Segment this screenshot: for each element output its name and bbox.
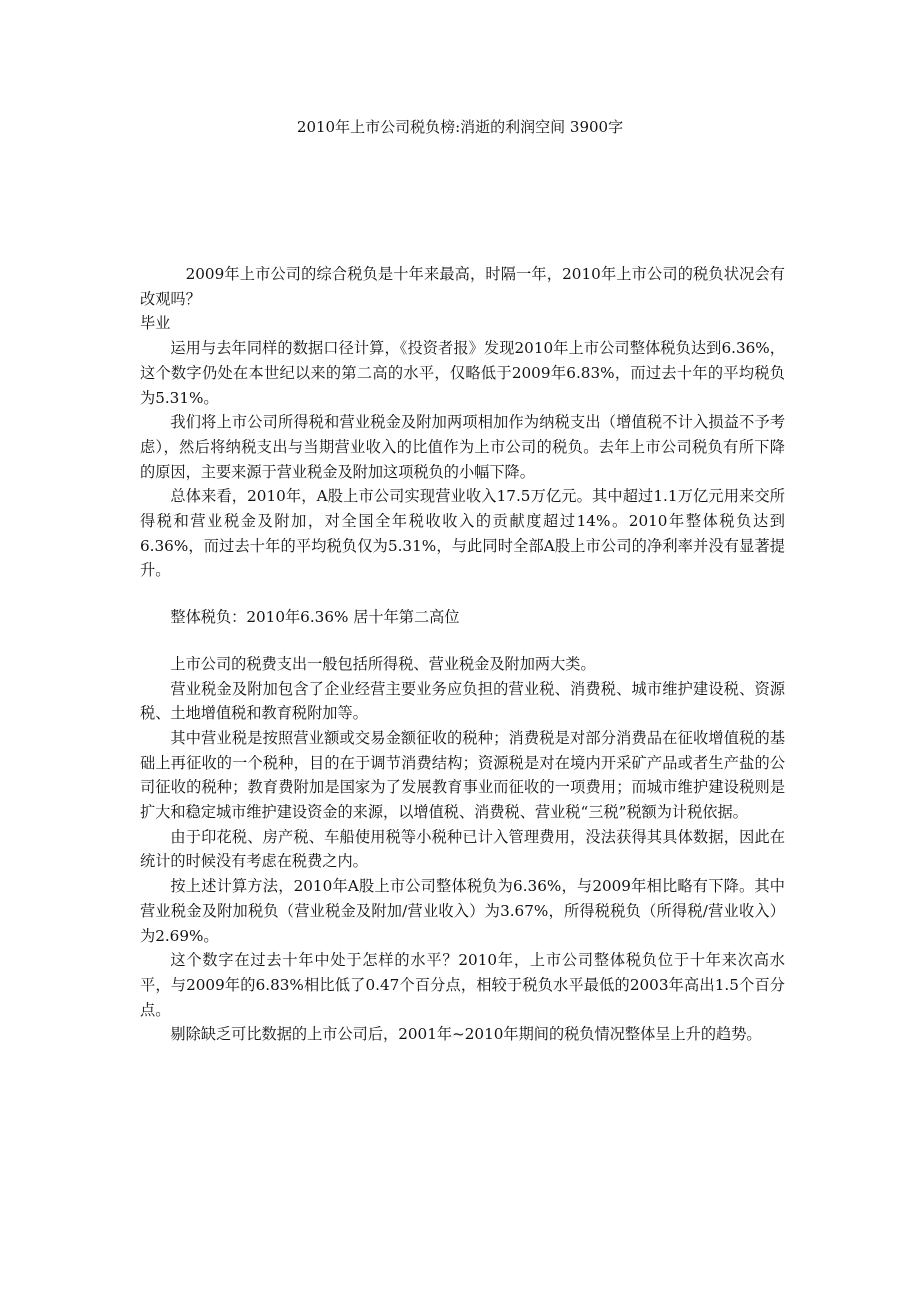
- author-line: 毕业: [140, 314, 171, 333]
- document-title: 2010年上市公司税负榜:消逝的利润空间 3900字: [296, 118, 624, 136]
- paragraph: 总体来看，2010年，A股上市公司实现营业收入17.5万亿元。其中超过1.1万亿元用来交所得税和营业税金及附加，对全国全年税收收入的贡献度超过14%。2010年整体税负达到6.36%，而过去十年的平均税负仅为5.31%，与此同时全部A股上市公司的净利率并没有显著提升。: [140, 487, 785, 580]
- paragraph: 按上述计算方法，2010年A股上市公司整体税负为6.36%，与2009年相比略有下降。其中营业税金及附加税负（营业税金及附加/营业收入）为3.67%，所得税税负（所得税/营业收入）为2.69%。: [140, 877, 785, 945]
- document-body: [140, 262, 785, 1047]
- paragraph: 我们将上市公司所得税和营业税金及附加两项相加作为纳税支出（增值税不计入损益不予考虑），然后将纳税支出与当期营业收入的比值作为上市公司的税负。去年上市公司税负有所下降的原因，主要来源于营业税金及附加这项税负的小幅下降。: [140, 413, 785, 481]
- paragraph: 由于印花税、房产税、车船使用税等小税种已计入管理费用，没法获得其具体数据，因此在统计的时候没有考虑在税费之内。: [140, 827, 785, 871]
- paragraph: 这个数字在过去十年中处于怎样的水平？2010年，上市公司整体税负位于十年来次高水平，与2009年的6.83%相比低了0.47个百分点，相较于税负水平最低的2003年高出1.5个百分点。: [140, 951, 785, 1019]
- intro-paragraph: 2009年上市公司的综合税负是十年来最高，时隔一年，2010年上市公司的税负状况会有改观吗？: [140, 265, 785, 308]
- paragraph: 其中营业税是按照营业额或交易金额征收的税种；消费税是对部分消费品在征收增值税的基础上再征收的一个税种，目的在于调节消费结构；资源税是对在境内开采矿产品或者生产盐的公司征收的税种；教育费附加是国家为了发展教育事业而征收的一项费用；而城市维护建设税则是扩大和稳定城市维护建设资金的来源，以增值税、消费税、营业税“三税”税额为计税依据。: [140, 728, 785, 822]
- paragraph: 营业税金及附加包含了企业经营主要业务应负担的营业税、消费税、城市维护建设税、资源税、土地增值税和教育税附加等。: [140, 679, 785, 723]
- section-heading: 整体税负：2010年6.36% 居十年第二高位: [170, 608, 460, 627]
- paragraph: 上市公司的税费支出一般包括所得税、营业税金及附加两大类。: [170, 654, 596, 673]
- paragraph: 运用与去年同样的数据口径计算，《投资者报》发现2010年上市公司整体税负达到6.36%，这个数字仍处在本世纪以来的第二高的水平，仅略低于2009年6.83%，而过去十年的平均税负为5.31%。: [140, 339, 785, 407]
- paragraph: 剔除缺乏可比数据的上市公司后，2001年~2010年期间的税负情况整体呈上升的趋势。: [170, 1025, 762, 1044]
